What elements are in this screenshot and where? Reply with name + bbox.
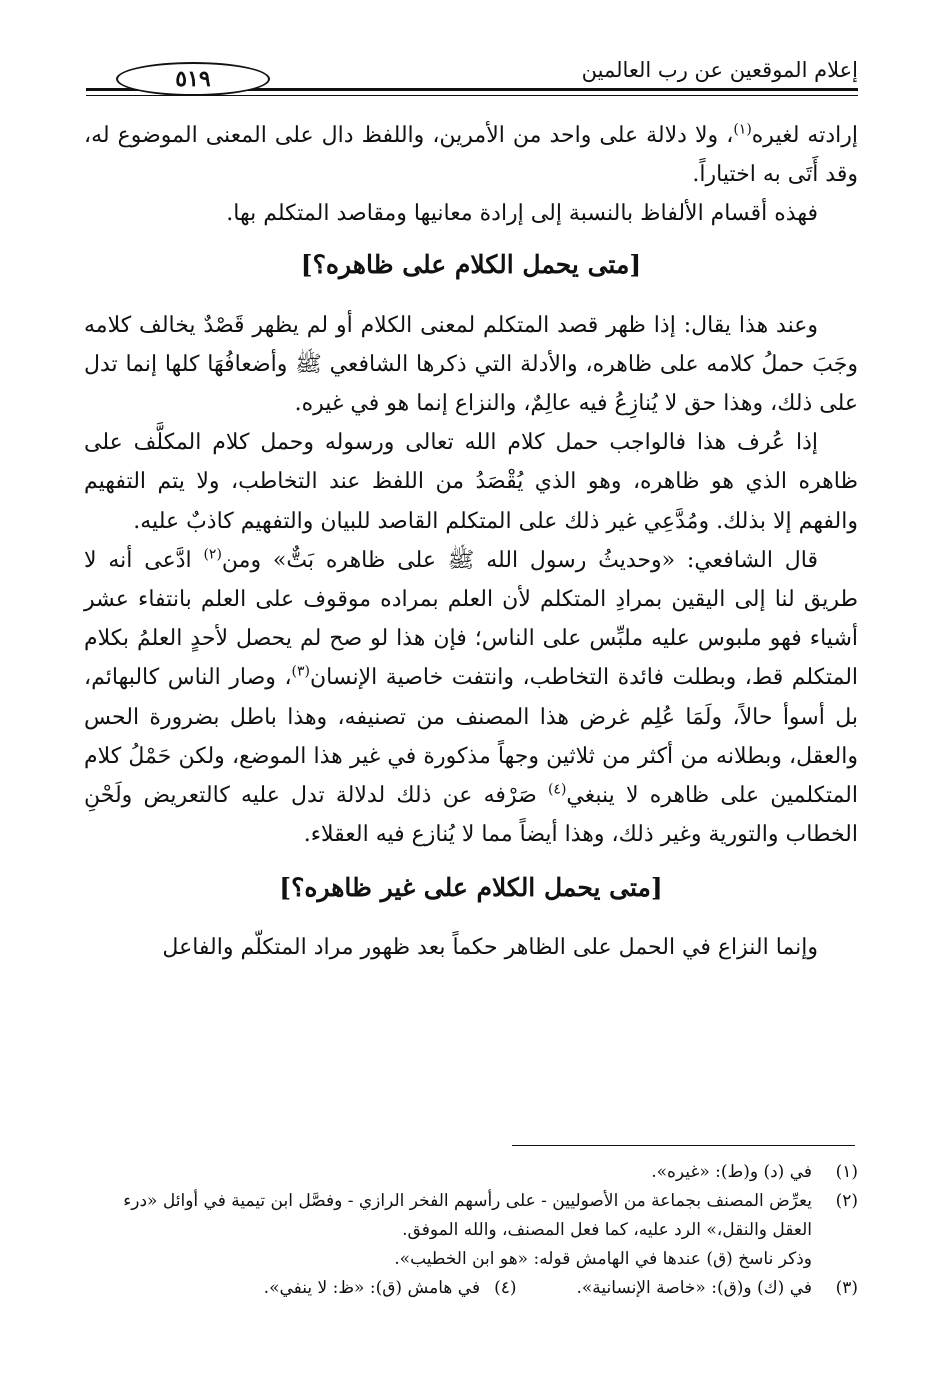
section-heading-non-literal-meaning: [متى يحمل الكلام على غير ظاهره؟] bbox=[279, 873, 663, 903]
paragraph-5 bbox=[84, 541, 858, 855]
footnote-3-number: (٣) bbox=[835, 1278, 858, 1298]
paragraph-5-part-b: ادَّعى أنه لا طريق لنا إلى اليقين بمرادِ المتكلم لأن العلم بمراده موقوف على العلم بانتفاء عشر أشياء فهو ملبوس عليه ملبِّس على الناس؛ فإن هذا لو صح لم يحصل لأحدٍ العلمُ بكلام المتكلم قط، وبطلت فائدة التخاطب، وانتفت خاصية الإنسان bbox=[84, 547, 859, 691]
footnote-1-text: في (د) و(ط): «غيره». bbox=[651, 1162, 812, 1182]
paragraph-1-rest: ، ولا دلالة على واحد من الأمرين، واللفظ دال على المعنى الموضوع له، وقد أَتَى به اختياراً. bbox=[84, 123, 858, 188]
footnote-2-text: يعرِّض المصنف بجماعة من الأصوليين - على رأسهم الفخر الرازي - وفصَّل ابن تيمية في أوائل «درء العقل والنقل،» الرد عليه، كما فعل المصنف، والله الموفق. bbox=[123, 1191, 812, 1240]
paragraph-4: إذا عُرف هذا فالواجب حمل كلام الله تعالى ورسوله وحمل كلام المكلَّف على ظاهره الذي هو ظاهره، وهو الذي يُقْصَدُ من اللفظ عند التخاطب، ولا يتم التفهيم والفهم إلا بذلك. ومُدَّعِي غير ذلك على المتكلم القاصد للبيان والتفهيم كاذبٌ عليه. bbox=[84, 430, 858, 534]
footnote-2-number: (٢) bbox=[835, 1191, 858, 1211]
paragraph-2: فهذه أقسام الألفاظ بالنسبة إلى إرادة معانيها ومقاصد المتكلم بها. bbox=[226, 201, 818, 227]
paragraph-6: وإنما النزاع في الحمل على الظاهر حكماً بعد ظهور مراد المتكلّم والفاعل bbox=[162, 935, 818, 961]
main-text bbox=[84, 116, 858, 968]
footnote-2-extra: وذكر ناسخ (ق) عندها في الهامش قوله: «هو ابن الخطيب». bbox=[394, 1249, 812, 1269]
footnote-ref-1: (١) bbox=[733, 121, 752, 138]
paragraph-3: وعند هذا يقال: إذا ظهر قصد المتكلم لمعنى الكلام أو لم يظهر قَصْدٌ يخالف كلامه وجَبَ حملُ كلامه على ظاهره، والأدلة التي ذكرها الشافعي ﷺ وأضعافُهَا كلها إنما تدل على ذلك، وهذا حق لا يُنازِعُ فيه عالِمٌ، والنزاع إنما هو في غيره. bbox=[84, 312, 858, 417]
page-number-badge: ٥١٩ bbox=[116, 62, 270, 96]
footnote-4-text: في هامش (ق): «ظ: لا ينفي». bbox=[263, 1278, 481, 1298]
footnote-ref-3: (٣) bbox=[291, 664, 311, 681]
paragraph-1-text: إرادته لغيره bbox=[751, 123, 858, 148]
footnote-1 bbox=[84, 1158, 858, 1187]
footnote-ref-2: (٢) bbox=[203, 546, 222, 563]
paragraph-5-part-c: ، وصار الناس كالبهائم، بل أسوأ حالاً، ولَمَا عُلِم غرض هذا المصنف من تصنيفه، وهذا باطل بضرورة الحس والعقل، وبطلانه من أكثر من ثلاثين وجهاً مذكورة في غير هذا الموضع، ولكن حَمْلُ كلام المتكلمين على ظاهره لا ينبغي bbox=[84, 665, 858, 809]
footnote-separator bbox=[512, 1145, 855, 1146]
paragraph-1 bbox=[84, 116, 858, 194]
footnote-3-text: في (ك) و(ق): «خاصة الإنسانية». bbox=[576, 1278, 812, 1298]
footnote-3-4-row bbox=[84, 1274, 858, 1303]
footnote-2 bbox=[84, 1187, 858, 1245]
footnote-ref-4: (٤) bbox=[547, 781, 567, 798]
paragraph-5-part-a: قال الشافعي: «وحديثُ رسول الله ﷺ على ظاهره بَتٌّ» ومن bbox=[221, 547, 818, 573]
footnote-1-number: (١) bbox=[835, 1162, 858, 1182]
section-heading-literal-meaning: [متى يحمل الكلام على ظاهره؟] bbox=[300, 249, 642, 279]
paragraph-5-part-d: صَرْفه عن ذلك لدلالة تدل عليه كالتعريض ولَحْنِ الخطاب والتورية وغير ذلك، وهذا أيضاً مما لا يُنازع فيه العقلاء. bbox=[84, 783, 858, 848]
footnote-4-number: (٤) bbox=[494, 1278, 517, 1298]
page-header bbox=[86, 52, 858, 104]
footnote-gap bbox=[517, 1274, 577, 1303]
running-title: إعلام الموقعين عن رب العالمين bbox=[581, 58, 858, 82]
footnotes bbox=[84, 1158, 858, 1303]
